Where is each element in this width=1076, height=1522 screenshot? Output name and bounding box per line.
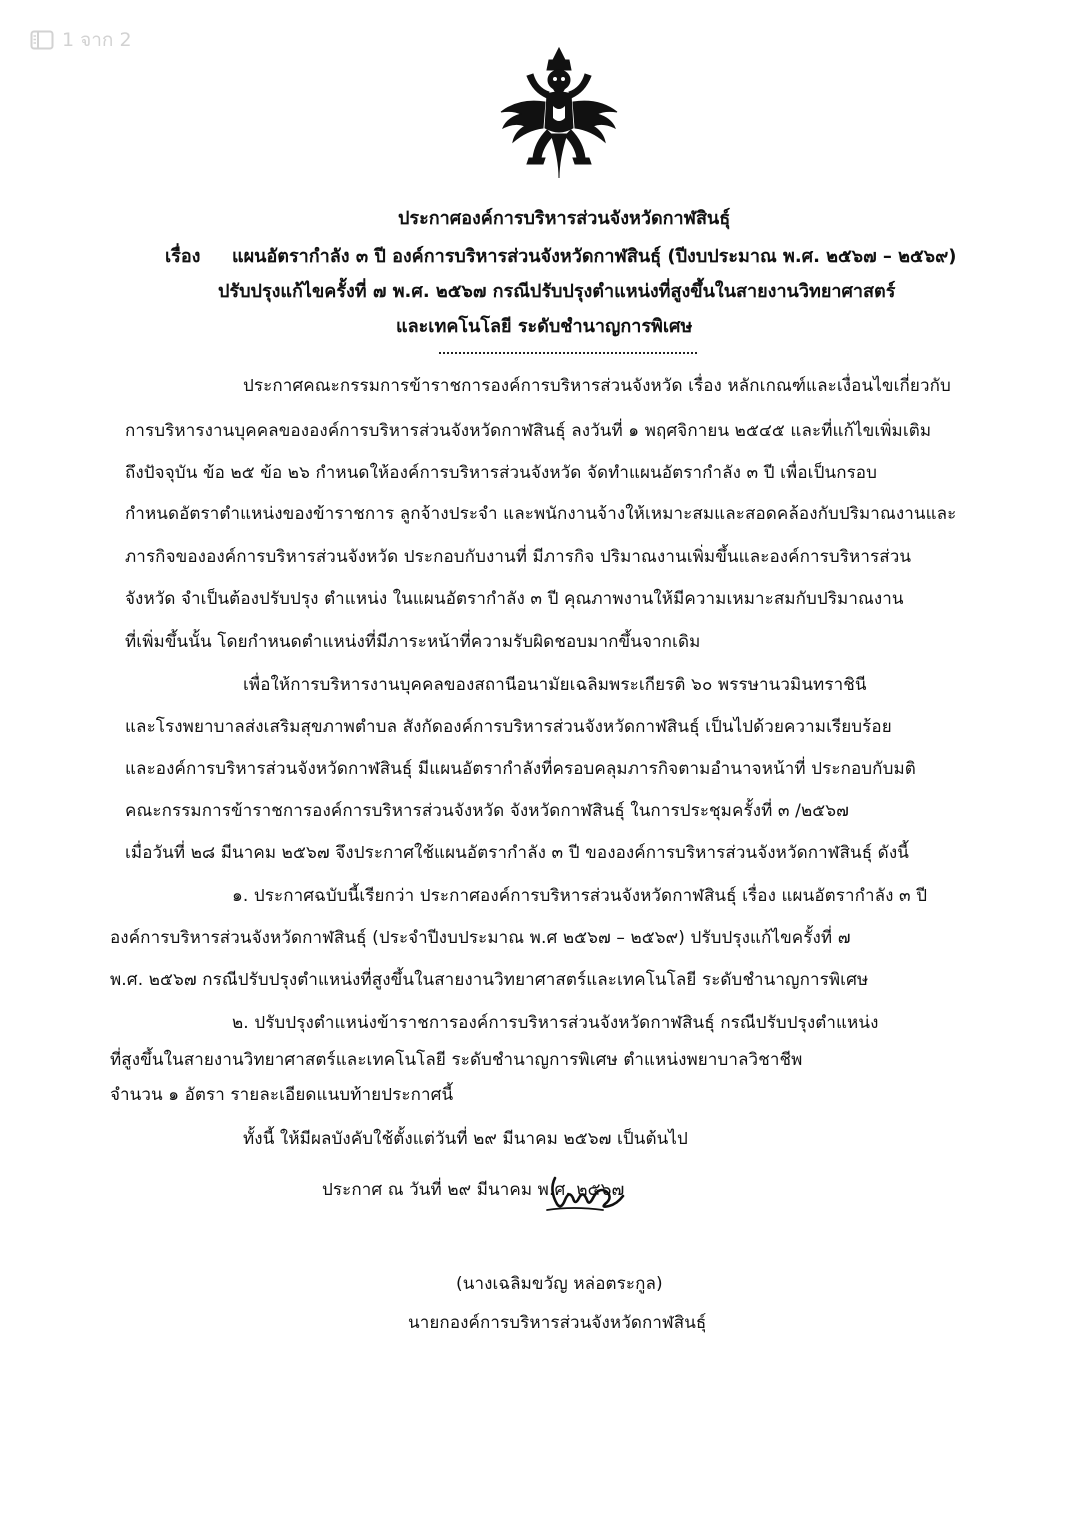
paragraph-line: กำหนดอัตราตำแหน่งของข้าราชการ ลูกจ้างประจำ และพนักงานจ้างให้เหมาะสมและสอดคล้องกับปริมาณงานและ (125, 504, 957, 524)
subject-line-2: ปรับปรุงแก้ไขครั้งที่ ๗ พ.ศ. ๒๕๖๗ กรณีปรับปรุงตำแหน่งที่สูงขึ้นในสายงานวิทยาศาสตร์ (218, 281, 896, 302)
paragraph-line: ประกาศคณะกรรมการข้าราชการองค์การบริหารส่วนจังหวัด เรื่อง หลักเกณฑ์และเงื่อนไขเกี่ยวกับ (243, 376, 951, 396)
page-indicator[interactable] (30, 26, 132, 54)
paragraph-line: ที่เพิ่มขึ้นนั้น โดยกำหนดตำแหน่งที่มีภาระหน้าที่ความรับผิดชอบมากขึ้นจากเดิม (125, 632, 701, 652)
org-title: ประกาศองค์การบริหารส่วนจังหวัดกาฬสินธุ์ (398, 208, 731, 229)
sidebar-toggle-icon (30, 30, 54, 50)
garuda-emblem-icon (497, 46, 621, 180)
signatory-position: นายกองค์การบริหารส่วนจังหวัดกาฬสินธุ์ (408, 1313, 707, 1333)
paragraph-line: จำนวน ๑ อัตรา รายละเอียดแนบท้ายประกาศนี้ (110, 1085, 454, 1105)
page-count: 1 จาก 2 (62, 29, 132, 51)
paragraph-line: และองค์การบริหารส่วนจังหวัดกาฬสินธุ์ มีแผนอัตรากำลังที่ครอบคลุมภารกิจตามอำนาจหน้าที่ ประกอบกับมติ (125, 759, 916, 779)
paragraph-line: ภารกิจขององค์การบริหารส่วนจังหวัด ประกอบกับงานที่ มีภารกิจ ปริมาณงานเพิ่มขึ้นและองค์การบริหารส่วน (125, 547, 912, 567)
paragraph-line: จังหวัด จำเป็นต้องปรับปรุง ตำแหน่ง ในแผนอัตรากำลัง ๓ ปี คุณภาพงานให้มีความเหมาะสมกับปริมาณงาน (125, 589, 904, 609)
paragraph-line: คณะกรรมการข้าราชการองค์การบริหารส่วนจังหวัด จังหวัดกาฬสินธุ์ ในการประชุมครั้งที่ ๓ /๒๕๖๗ (125, 801, 850, 821)
paragraph-line: ๒. ปรับปรุงตำแหน่งข้าราชการองค์การบริหารส่วนจังหวัดกาฬสินธุ์ กรณีปรับปรุงตำแหน่ง (232, 1013, 879, 1033)
signatory-name: (นางเฉลิมขวัญ หล่อตระกูล) (456, 1274, 663, 1294)
subject-label: เรื่อง (165, 246, 201, 267)
paragraph-line: และโรงพยาบาลส่งเสริมสุขภาพตำบล สังกัดองค์การบริหารส่วนจังหวัดกาฬสินธุ์ เป็นไปด้วยความเรียบร้อย (125, 717, 892, 737)
subject-line-1: แผนอัตรากำลัง ๓ ปี องค์การบริหารส่วนจังหวัดกาฬสินธุ์ (ปีงบประมาณ พ.ศ. ๒๕๖๗ – ๒๕๖๙) (232, 246, 957, 267)
paragraph-line: เพื่อให้การบริหารงานบุคคลของสถานีอนามัยเฉลิมพระเกียรติ ๖๐ พรรษานวมินทราชินี (243, 675, 867, 695)
announcement-date: ประกาศ ณ วันที่ ๒๙ มีนาคม พ.ศ. ๒๕๖๗ (322, 1180, 625, 1200)
subject-line-3: และเทคโนโลยี ระดับชำนาญการพิเศษ (396, 316, 693, 337)
paragraph-line: ถึงปัจจุบัน ข้อ ๒๕ ข้อ ๒๖ กำหนดให้องค์การบริหารส่วนจังหวัด จัดทำแผนอัตรากำลัง ๓ ปี เพื่อเป็นกรอบ (125, 463, 878, 483)
paragraph-line: ที่สูงขึ้นในสายงานวิทยาศาสตร์และเทคโนโลยี ระดับชำนาญการพิเศษ ตำแหน่งพยาบาลวิชาชีพ (110, 1050, 803, 1070)
paragraph-line: องค์การบริหารส่วนจังหวัดกาฬสินธุ์ (ประจำปีงบประมาณ พ.ศ ๒๕๖๗ – ๒๕๖๙) ปรับปรุงแก้ไขครั้งที่ ๗ (110, 928, 851, 948)
paragraph-line: เมื่อวันที่ ๒๘ มีนาคม ๒๕๖๗ จึงประกาศใช้แผนอัตรากำลัง ๓ ปี ขององค์การบริหารส่วนจังหวัดกาฬสินธุ์ ดังนี้ (125, 843, 909, 863)
separator-dots (439, 352, 697, 354)
paragraph-line: พ.ศ. ๒๕๖๗ กรณีปรับปรุงตำแหน่งที่สูงขึ้นในสายงานวิทยาศาสตร์และเทคโนโลยี ระดับชำนาญการพิเศษ (110, 970, 869, 990)
paragraph-line: การบริหารงานบุคคลขององค์การบริหารส่วนจังหวัดกาฬสินธุ์ ลงวันที่ ๑ พฤศจิกายน ๒๕๔๕ และที่แก้ไขเพิ่มเติม (125, 421, 932, 441)
signature-icon (543, 1170, 627, 1216)
paragraph-line: ๑. ประกาศฉบับนี้เรียกว่า ประกาศองค์การบริหารส่วนจังหวัดกาฬสินธุ์ เรื่อง แผนอัตรากำลัง ๓ ปี (232, 886, 928, 906)
effective-date: ทั้งนี้ ให้มีผลบังคับใช้ตั้งแต่วันที่ ๒๙ มีนาคม ๒๕๖๗ เป็นต้นไป (243, 1129, 688, 1149)
